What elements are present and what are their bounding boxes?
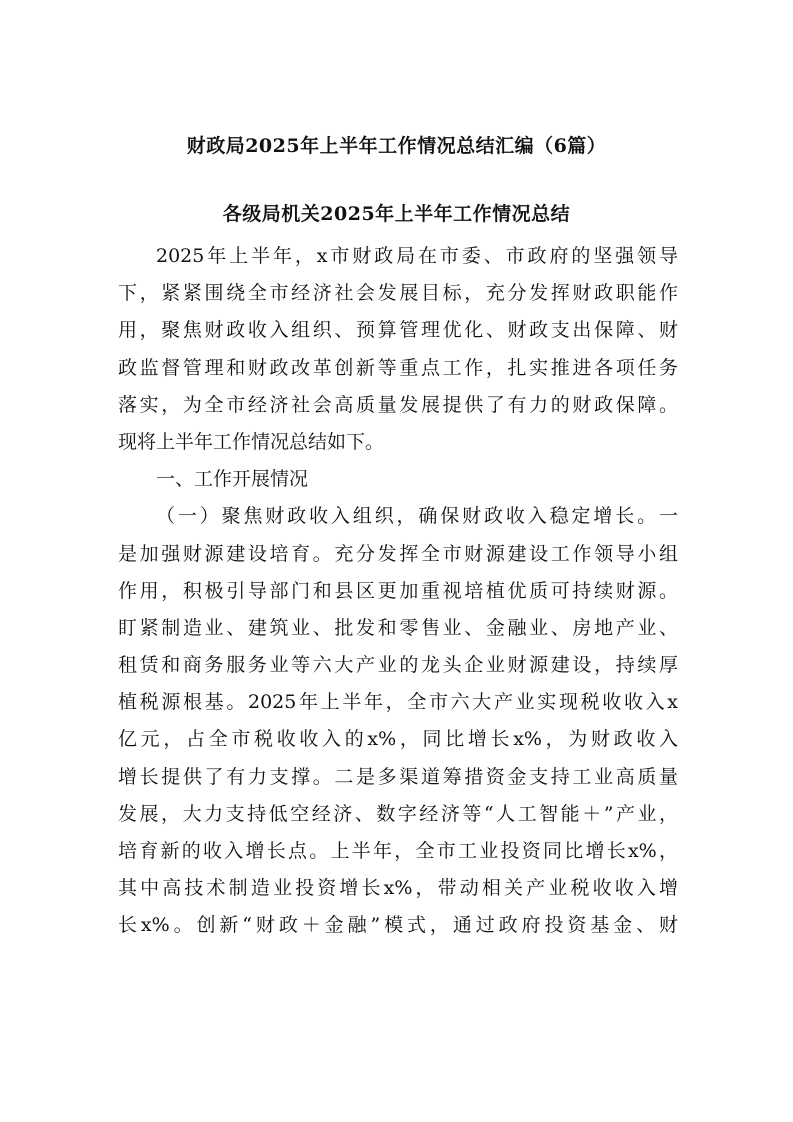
paragraph-line: 现将上半年工作情况总结如下。: [118, 430, 385, 453]
paragraph-line: 是加强财源建设培育。充分发挥全市财源建设工作领导小组: [118, 542, 678, 565]
paragraph-line: 下，紧紧围绕全市经济社会发展目标，充分发挥财政职能作: [118, 282, 678, 305]
document-title: 财政局2025年上半年工作情况总结汇编（6篇）: [186, 135, 607, 157]
paragraph-line: 用，聚焦财政收入组织、预算管理优化、财政支出保障、财: [118, 319, 678, 342]
paragraph-line: 长x%。创新“财政＋金融”模式，通过政府投资基金、财: [118, 914, 678, 937]
paragraph-line: 植税源根基。2025年上半年，全市六大产业实现税收收入x: [118, 691, 678, 714]
paragraph-line: 政监督管理和财政改革创新等重点工作，扎实推进各项任务: [118, 356, 678, 379]
paragraph-line: 落实，为全市经济社会高质量发展提供了有力的财政保障。: [118, 393, 678, 416]
paragraph-line: 其中高技术制造业投资增长x%，带动相关产业税收收入增: [118, 877, 678, 900]
paragraph-line: 增长提供了有力支撑。二是多渠道筹措资金支持工业高质量: [118, 765, 678, 788]
document-body: [118, 238, 678, 945]
paragraph-line: 2025年上半年，x市财政局在市委、市政府的坚强领导: [156, 245, 678, 267]
paragraph-line: （一）聚焦财政收入组织，确保财政收入稳定增长。一: [156, 505, 678, 528]
paragraph-line: 培育新的收入增长点。上半年，全市工业投资同比增长x%，: [118, 840, 678, 862]
paragraph-line: 亿元，占全市税收收入的x%，同比增长x%，为财政收入: [118, 728, 678, 751]
paragraph-line: 发展，大力支持低空经济、数字经济等“人工智能＋”产业，: [118, 802, 678, 825]
document-subtitle: 各级局机关2025年上半年工作情况总结: [222, 203, 571, 225]
paragraph-line: 作用，积极引导部门和县区更加重视培植优质可持续财源。: [118, 579, 678, 602]
section-heading: 一、工作开展情况: [156, 468, 309, 491]
paragraph-line: 租赁和商务服务业等六大产业的龙头企业财源建设，持续厚: [118, 654, 678, 677]
paragraph-line: 盯紧制造业、建筑业、批发和零售业、金融业、房地产业、: [118, 616, 678, 639]
